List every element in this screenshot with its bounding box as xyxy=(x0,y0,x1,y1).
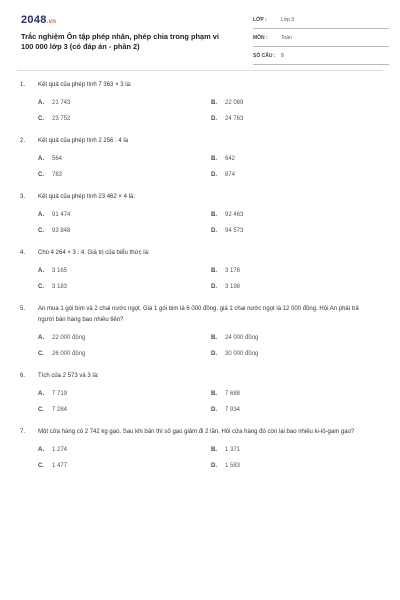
option-value: 21 743 xyxy=(52,100,71,106)
question-text: Tích của 2 573 và 3 là: xyxy=(38,373,99,379)
question-text: Một cửa hàng có 2 742 kg gạo. Sau khi bán thì số gạo giảm đi 2 lần. Hỏi cửa hàng đó còn lại bao nhiêu ki-lô-gam gạo? xyxy=(38,429,355,435)
question-number: 4. xyxy=(20,250,26,256)
option-value: 642 xyxy=(225,156,236,162)
question-4 xyxy=(20,248,380,290)
option-value: 564 xyxy=(52,156,63,162)
option-letter: B. xyxy=(211,391,217,397)
option-d[interactable] xyxy=(211,116,384,122)
option-value: 7 284 xyxy=(52,407,68,413)
option-value: 3 165 xyxy=(52,268,68,274)
option-value: 22 089 xyxy=(225,100,244,106)
question-text: Kết quả của phép tính 23 462 × 4 là: xyxy=(38,194,135,200)
question-text: An mua 1 gói bim và 2 chai nước ngọt. Giá 1 gói bim là 6 000 đồng, giá 1 chai nước ngọt là 12 000 đồng. Hỏi An phải trả người bán hàng bao nhiêu tiền? xyxy=(38,306,359,323)
option-value: 7 719 xyxy=(52,391,68,397)
option-a[interactable] xyxy=(38,391,211,397)
option-value: 1 477 xyxy=(52,463,68,469)
option-letter: C. xyxy=(38,351,44,357)
option-letter: A. xyxy=(38,212,44,218)
meta-key: LỚP : xyxy=(253,17,267,23)
option-value: 7 934 xyxy=(225,407,241,413)
meta-key: MÔN : xyxy=(253,35,268,41)
option-letter: A. xyxy=(38,391,44,397)
meta-key: SỐ CÂU : xyxy=(253,53,276,59)
option-letter: B. xyxy=(211,212,217,218)
option-d[interactable] xyxy=(211,463,384,469)
option-value: 783 xyxy=(52,172,63,178)
question-list xyxy=(20,80,380,483)
option-value: 24 000 đồng xyxy=(225,335,259,341)
option-value: 26 000 đồng xyxy=(52,351,86,357)
question-number: 7. xyxy=(20,429,26,435)
option-letter: B. xyxy=(211,100,217,106)
option-value: 91 474 xyxy=(52,212,71,218)
meta-row-subject xyxy=(253,32,389,47)
option-letter: C. xyxy=(38,172,44,178)
option-b[interactable] xyxy=(211,391,384,397)
option-value: 874 xyxy=(225,172,236,178)
header-divider xyxy=(17,70,383,71)
option-d[interactable] xyxy=(211,228,384,234)
meta-value: Toán xyxy=(281,35,292,41)
option-letter: B. xyxy=(211,156,217,162)
meta-value: 8 xyxy=(281,53,284,59)
option-b[interactable] xyxy=(211,335,384,341)
option-c[interactable] xyxy=(38,351,211,357)
option-letter: D. xyxy=(211,284,217,290)
option-c[interactable] xyxy=(38,116,211,122)
option-a[interactable] xyxy=(38,156,211,162)
option-value: 3 198 xyxy=(225,284,241,290)
question-number: 6. xyxy=(20,373,26,379)
option-letter: D. xyxy=(211,172,217,178)
option-b[interactable] xyxy=(211,156,384,162)
option-a[interactable] xyxy=(38,335,211,341)
option-b[interactable] xyxy=(211,212,384,218)
worksheet-meta xyxy=(253,14,389,68)
option-letter: D. xyxy=(211,228,217,234)
option-letter: C. xyxy=(38,228,44,234)
option-value: 3 183 xyxy=(52,284,68,290)
question-7 xyxy=(20,427,380,469)
option-letter: B. xyxy=(211,335,217,341)
option-letter: A. xyxy=(38,447,44,453)
option-value: 24 763 xyxy=(225,116,244,122)
option-b[interactable] xyxy=(211,100,384,106)
option-letter: A. xyxy=(38,100,44,106)
option-letter: C. xyxy=(38,463,44,469)
option-letter: C. xyxy=(38,284,44,290)
option-a[interactable] xyxy=(38,268,211,274)
option-c[interactable] xyxy=(38,407,211,413)
question-text: Kết quả của phép tính 2 256 : 4 là xyxy=(38,138,129,144)
question-5 xyxy=(20,304,380,357)
option-a[interactable] xyxy=(38,100,211,106)
question-number: 3. xyxy=(20,194,26,200)
option-d[interactable] xyxy=(211,351,384,357)
option-value: 93 848 xyxy=(52,228,71,234)
option-value: 22 000 đồng xyxy=(52,335,86,341)
worksheet-header xyxy=(17,14,383,68)
question-text: Cho 4 264 × 3 : 4. Giá trị của biểu thức là: xyxy=(38,250,150,256)
option-value: 1 583 xyxy=(225,463,241,469)
logo-main: 2048 xyxy=(21,14,47,26)
option-letter: D. xyxy=(211,463,217,469)
question-number: 1. xyxy=(20,82,26,88)
option-letter: A. xyxy=(38,156,44,162)
option-d[interactable] xyxy=(211,407,384,413)
option-c[interactable] xyxy=(38,463,211,469)
meta-row-count xyxy=(253,50,389,65)
option-c[interactable] xyxy=(38,284,211,290)
option-letter: B. xyxy=(211,268,217,274)
meta-row-class xyxy=(253,14,389,29)
option-value: 7 688 xyxy=(225,391,241,397)
question-2 xyxy=(20,136,380,178)
option-b[interactable] xyxy=(211,447,384,453)
option-value: 94 573 xyxy=(225,228,244,234)
option-letter: A. xyxy=(38,268,44,274)
option-value: 3 178 xyxy=(225,268,241,274)
option-value: 23 752 xyxy=(52,116,71,122)
option-c[interactable] xyxy=(38,172,211,178)
option-a[interactable] xyxy=(38,447,211,453)
question-number: 2. xyxy=(20,138,26,144)
question-6 xyxy=(20,371,380,413)
option-d[interactable] xyxy=(211,172,384,178)
option-letter: D. xyxy=(211,407,217,413)
option-letter: C. xyxy=(38,116,44,122)
meta-value: Lớp 3 xyxy=(281,17,295,23)
option-letter: C. xyxy=(38,407,44,413)
option-c[interactable] xyxy=(38,228,211,234)
option-value: 30 000 đồng xyxy=(225,351,259,357)
option-value: 92 463 xyxy=(225,212,244,218)
logo-tld: .vn xyxy=(46,19,57,25)
option-letter: D. xyxy=(211,351,217,357)
question-number: 5. xyxy=(20,306,26,312)
option-b[interactable] xyxy=(211,268,384,274)
option-value: 1 274 xyxy=(52,447,68,453)
question-3 xyxy=(20,192,380,234)
option-letter: B. xyxy=(211,447,217,453)
option-letter: A. xyxy=(38,335,44,341)
worksheet-title: Trắc nghiệm Ôn tập phép nhân, phép chia trong phạm vi 100 000 lớp 3 (có đáp án - phần 2) xyxy=(21,32,219,51)
option-letter: D. xyxy=(211,116,217,122)
option-a[interactable] xyxy=(38,212,211,218)
site-logo[interactable] xyxy=(21,14,56,26)
option-value: 1 371 xyxy=(225,447,241,453)
question-text: Kết quả của phép tính 7 363 × 3 là: xyxy=(38,82,132,88)
option-d[interactable] xyxy=(211,284,384,290)
question-1 xyxy=(20,80,380,122)
